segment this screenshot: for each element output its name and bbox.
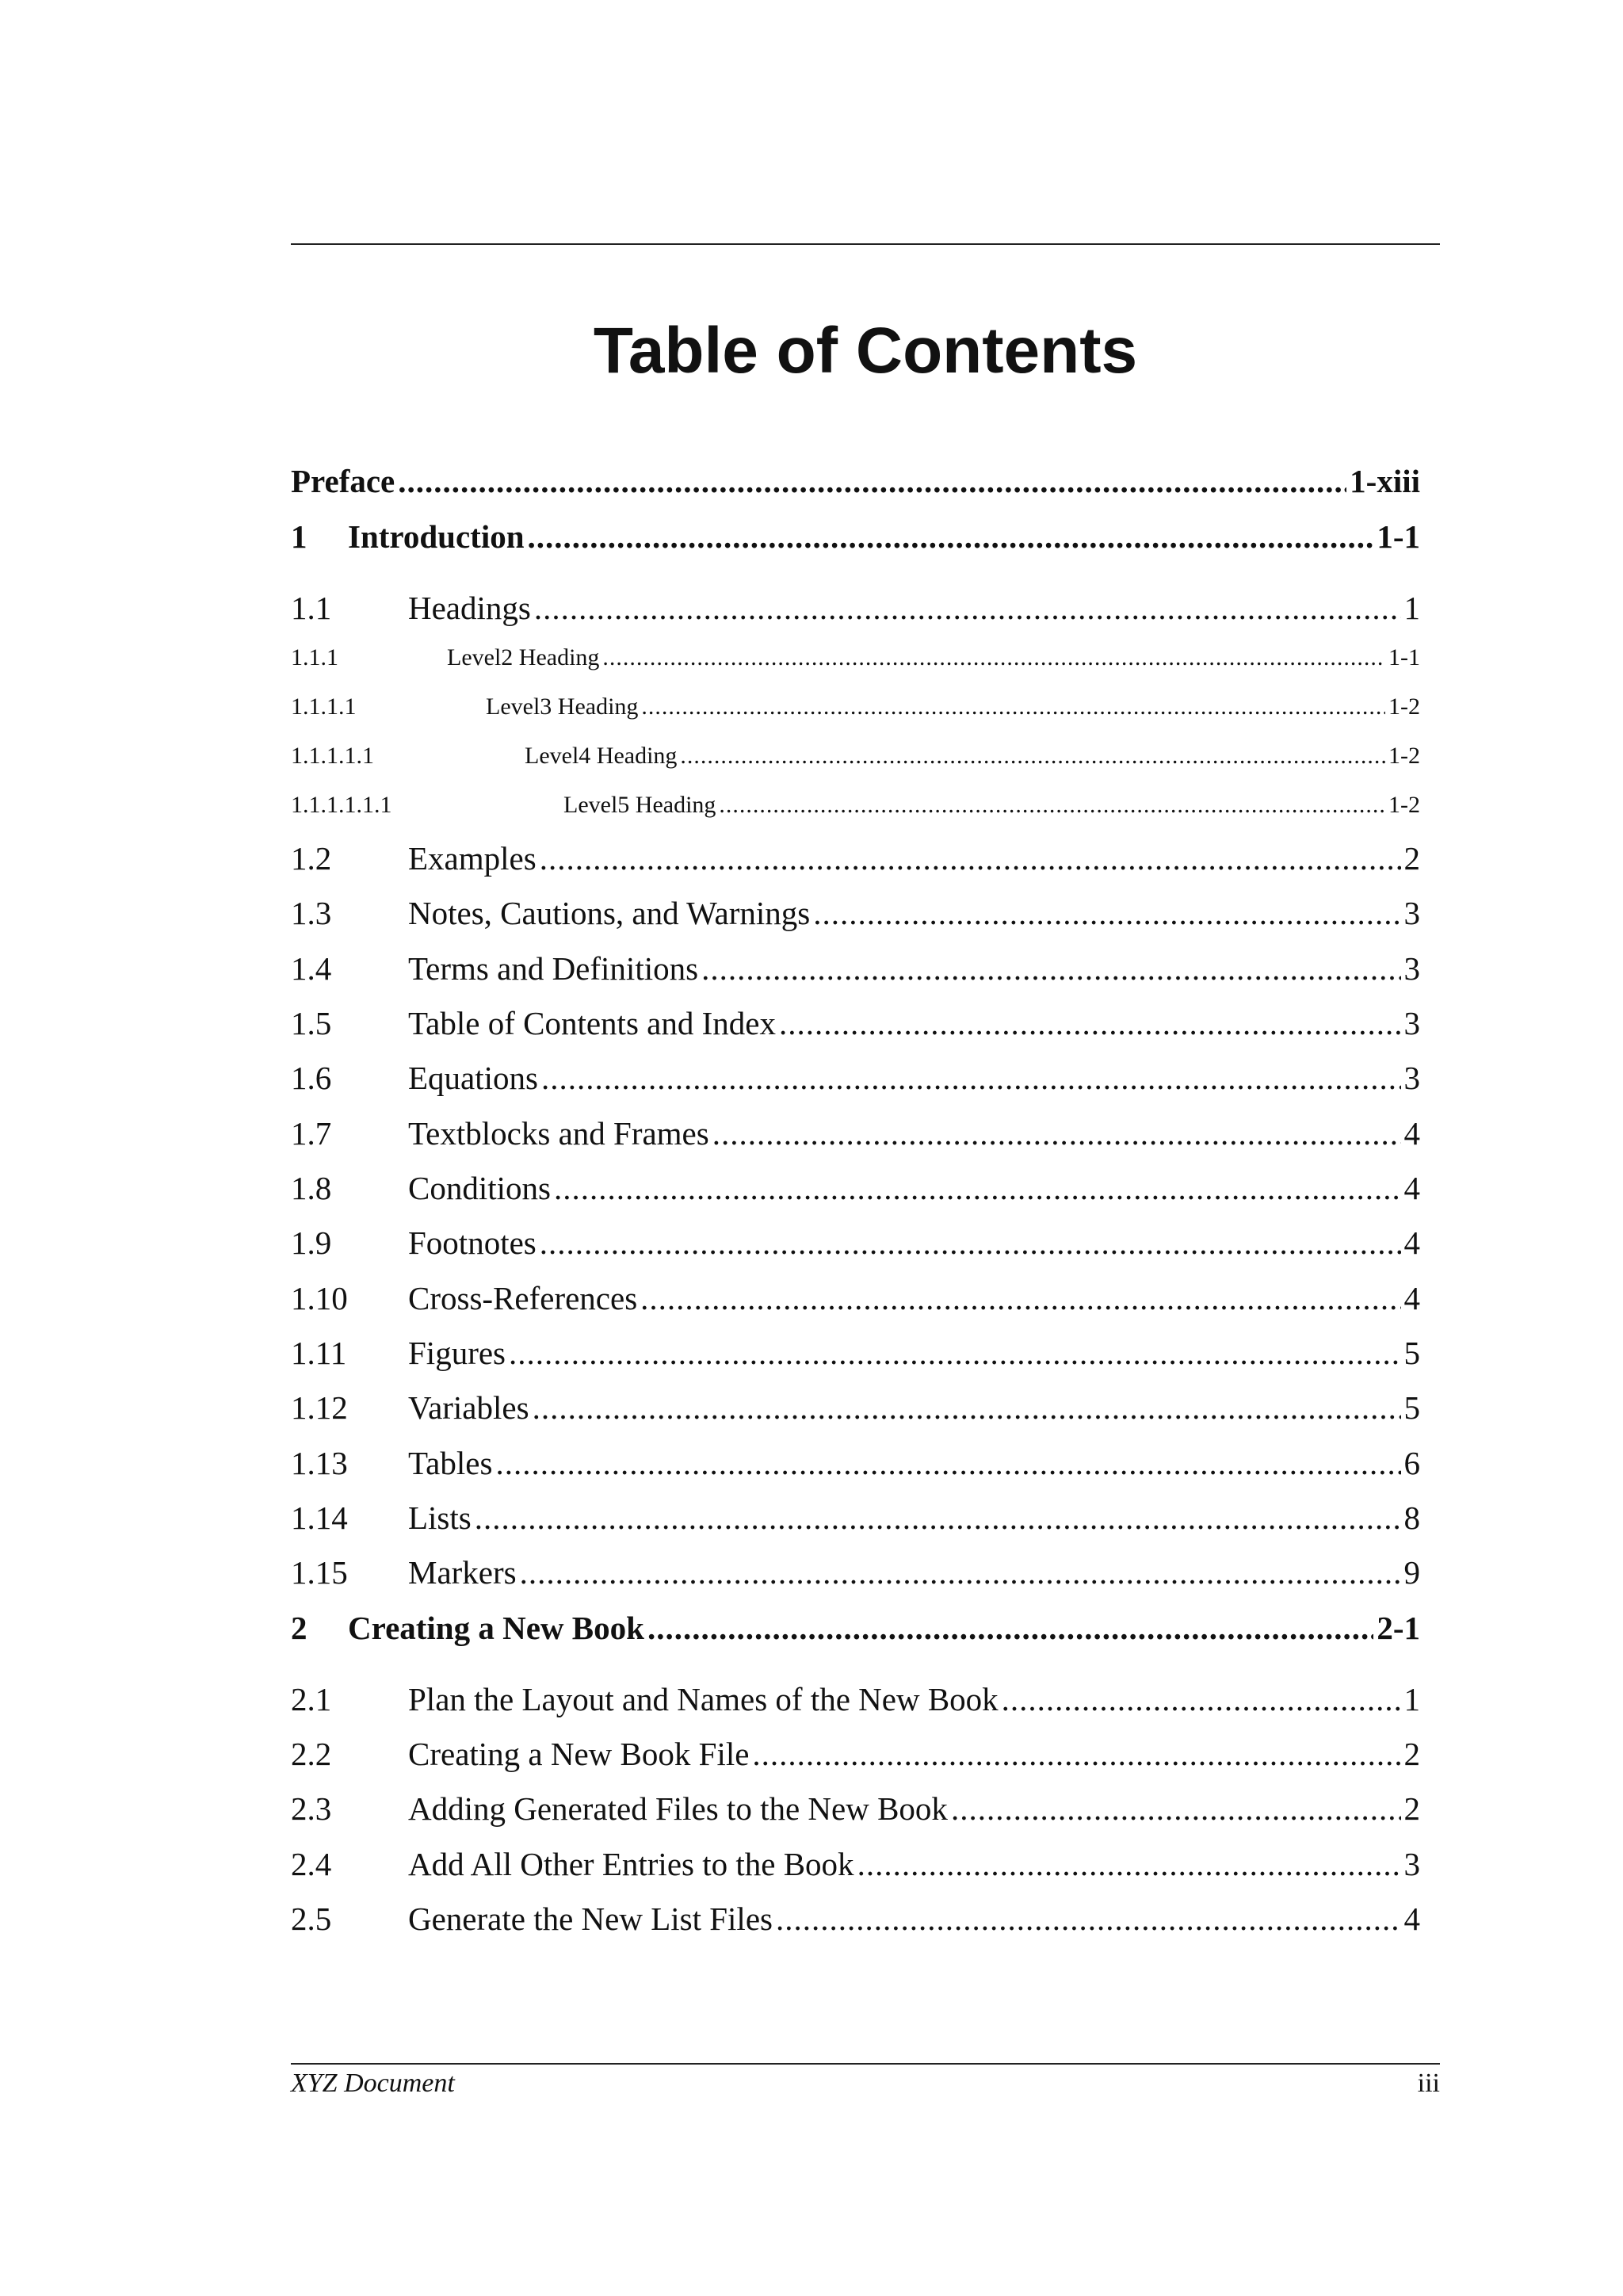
toc-entry-page: 4 <box>1403 1224 1420 1261</box>
toc-entry-title: Introduction <box>348 518 525 555</box>
toc-entry-page: 2 <box>1403 1736 1420 1772</box>
toc-entry-title: Notes, Cautions, and Warnings <box>408 895 811 931</box>
toc-entry-title: Footnotes <box>408 1224 537 1261</box>
toc-dot-leader <box>602 644 1385 671</box>
toc-entry-number: 1.2 <box>291 840 332 877</box>
toc-entry[interactable] <box>291 1059 1420 1097</box>
toc-dot-leader <box>398 462 1346 500</box>
toc-dot-leader <box>641 693 1385 720</box>
toc-entry-title: Plan the Layout and Names of the New Book <box>408 1681 999 1717</box>
toc-entry-number: 1.6 <box>291 1060 332 1096</box>
toc-entry-title: Creating a New Book File <box>408 1736 750 1772</box>
toc-dot-leader <box>680 743 1385 770</box>
toc-entry-page: 1-1 <box>1377 518 1420 555</box>
toc-dot-leader <box>540 839 1401 877</box>
toc-entry-number: 1.1.1.1.1 <box>291 743 374 769</box>
toc-dot-leader <box>533 1389 1401 1427</box>
toc-entry-page: 8 <box>1403 1499 1420 1536</box>
toc-dot-leader <box>540 1224 1401 1262</box>
page-title: Table of Contents <box>593 315 1138 387</box>
toc-entry-page: 1-2 <box>1388 792 1420 818</box>
toc-dot-leader <box>528 518 1374 556</box>
header-rule <box>291 243 1440 245</box>
toc-entry-number: 2 <box>291 1610 307 1646</box>
toc-dot-leader <box>520 1553 1401 1591</box>
toc-entry-title: Tables <box>408 1445 493 1481</box>
toc-entry[interactable] <box>291 644 1420 671</box>
toc-entry-number: 1.4 <box>291 950 332 987</box>
toc-entry-title: Lists <box>408 1499 472 1536</box>
toc-entry[interactable] <box>291 1444 1420 1482</box>
toc-entry-number: 1.7 <box>291 1115 332 1152</box>
toc-entry[interactable] <box>291 1845 1420 1883</box>
toc-entry-number: 2.5 <box>291 1901 332 1937</box>
toc-entry[interactable] <box>291 1790 1420 1828</box>
toc-entry[interactable] <box>291 1499 1420 1537</box>
toc-dot-leader <box>554 1169 1401 1207</box>
toc-entry-page: 3 <box>1403 1005 1420 1041</box>
toc-entry-title: Level2 Heading <box>447 644 600 670</box>
toc-entry-page: 1-2 <box>1388 743 1420 769</box>
toc-entry-number: 1.1 <box>291 590 332 626</box>
toc-dot-leader <box>712 1114 1401 1152</box>
toc-entry[interactable] <box>291 1553 1420 1591</box>
toc-entry-page: 4 <box>1403 1170 1420 1206</box>
toc-entry[interactable] <box>291 1735 1420 1773</box>
toc-entry-title: Conditions <box>408 1170 551 1206</box>
toc-entry-page: 2-1 <box>1377 1610 1420 1646</box>
toc-entry-title: Preface <box>291 463 395 499</box>
toc-entry-page: 5 <box>1403 1389 1420 1426</box>
toc-entry-page: 2 <box>1403 840 1420 877</box>
toc-entry-title: Variables <box>408 1389 529 1426</box>
toc-entry[interactable] <box>291 1114 1420 1152</box>
toc-entry-title: Adding Generated Files to the New Book <box>408 1790 948 1827</box>
toc-dot-leader <box>475 1499 1401 1537</box>
toc-entry-page: 4 <box>1403 1280 1420 1316</box>
toc-entry-page: 3 <box>1403 950 1420 987</box>
toc-entry-page: 2 <box>1403 1790 1420 1827</box>
toc-entry[interactable] <box>291 792 1420 819</box>
toc-entry-page: 1-2 <box>1388 693 1420 720</box>
toc-entry-number: 1.11 <box>291 1335 347 1371</box>
toc-entry-title: Figures <box>408 1335 506 1371</box>
toc-entry-number: 2.4 <box>291 1846 332 1882</box>
toc-entry-title: Examples <box>408 840 537 877</box>
toc-entry[interactable] <box>291 1004 1420 1042</box>
toc-dot-leader <box>779 1004 1401 1042</box>
toc-dot-leader <box>719 792 1385 819</box>
toc-entry-title: Level5 Heading <box>563 792 716 818</box>
toc-entry-title: Creating a New Book <box>348 1610 644 1646</box>
toc-entry-page: 4 <box>1403 1901 1420 1937</box>
toc-entry-page: 9 <box>1403 1554 1420 1591</box>
toc-dot-leader <box>534 589 1401 627</box>
toc-entry[interactable] <box>291 949 1420 988</box>
toc-entry-number: 1.1.1 <box>291 644 338 670</box>
toc-entry[interactable] <box>291 1224 1420 1262</box>
toc-dot-leader <box>541 1059 1401 1097</box>
toc-dot-leader <box>495 1444 1400 1482</box>
toc-entry-page: 6 <box>1403 1445 1420 1481</box>
footer-rule <box>291 2063 1440 2065</box>
toc-entry-number: 1.10 <box>291 1280 348 1316</box>
toc-entry[interactable] <box>291 1279 1420 1317</box>
toc-entry-number: 1.5 <box>291 1005 332 1041</box>
toc-entry-number: 2.2 <box>291 1736 332 1772</box>
toc-entry-number: 1.13 <box>291 1445 348 1481</box>
toc-entry-page: 3 <box>1403 1060 1420 1096</box>
toc-entry-number: 1.1.1.1 <box>291 693 357 720</box>
toc-entry-number: 2.3 <box>291 1790 332 1827</box>
toc-entry-page: 1 <box>1403 1681 1420 1717</box>
toc-entry[interactable] <box>291 1900 1420 1938</box>
toc-entry-number: 2.1 <box>291 1681 332 1717</box>
toc-entry-page: 3 <box>1403 895 1420 931</box>
toc-entry[interactable] <box>291 1609 1420 1647</box>
toc-entry-title: Textblocks and Frames <box>408 1115 709 1152</box>
toc-entry[interactable] <box>291 894 1420 932</box>
toc-dot-leader <box>647 1609 1373 1647</box>
toc-dot-leader <box>813 894 1400 932</box>
toc-entry-page: 1 <box>1403 590 1420 626</box>
toc-entry-title: Cross-References <box>408 1280 638 1316</box>
toc-dot-leader <box>701 949 1400 988</box>
toc-dot-leader <box>857 1845 1401 1883</box>
toc-entry[interactable] <box>291 1389 1420 1427</box>
toc-entry[interactable] <box>291 693 1420 720</box>
toc-entry-page: 1-1 <box>1388 644 1420 670</box>
toc-entry[interactable] <box>291 839 1420 877</box>
toc-dot-leader <box>509 1334 1401 1372</box>
toc-entry-title: Level4 Heading <box>525 743 678 769</box>
toc-entry-number: 1 <box>291 518 307 555</box>
toc-entry-page: 3 <box>1403 1846 1420 1882</box>
toc-entry-title: Table of Contents and Index <box>408 1005 776 1041</box>
footer-document-name: XYZ Document <box>291 2069 455 2098</box>
toc-dot-leader <box>1002 1680 1401 1718</box>
toc-entry[interactable] <box>291 1680 1420 1718</box>
toc-dot-leader <box>752 1735 1400 1773</box>
toc-entry-title: Generate the New List Files <box>408 1901 773 1937</box>
toc-entry[interactable] <box>291 589 1420 627</box>
toc-entry-page: 1-xiii <box>1350 463 1420 499</box>
toc-entry-number: 1.3 <box>291 895 332 931</box>
toc-entry-title: Add All Other Entries to the Book <box>408 1846 854 1882</box>
toc-dot-leader <box>776 1900 1401 1938</box>
toc-entry-number: 1.15 <box>291 1554 348 1591</box>
toc-entry-number: 1.14 <box>291 1499 348 1536</box>
toc-entry[interactable] <box>291 1169 1420 1207</box>
toc-entry-number: 1.1.1.1.1.1 <box>291 792 392 818</box>
toc-dot-leader <box>640 1279 1400 1317</box>
toc-entry-title: Equations <box>408 1060 538 1096</box>
toc-entry-title: Markers <box>408 1554 517 1591</box>
toc-entry[interactable] <box>291 518 1420 556</box>
toc-dot-leader <box>951 1790 1401 1828</box>
toc-entry-title: Headings <box>408 590 531 626</box>
toc-entry-number: 1.8 <box>291 1170 332 1206</box>
toc-entry-title: Level3 Heading <box>486 693 639 720</box>
footer-page-number: iii <box>1417 2069 1440 2098</box>
toc-entry-page: 4 <box>1403 1115 1420 1152</box>
toc-entry[interactable] <box>291 743 1420 770</box>
toc-entry-title: Terms and Definitions <box>408 950 699 987</box>
toc-entry[interactable] <box>291 462 1420 500</box>
toc-entry-page: 5 <box>1403 1335 1420 1371</box>
toc-entry-number: 1.12 <box>291 1389 348 1426</box>
toc-entry[interactable] <box>291 1334 1420 1372</box>
toc-entry-number: 1.9 <box>291 1224 332 1261</box>
